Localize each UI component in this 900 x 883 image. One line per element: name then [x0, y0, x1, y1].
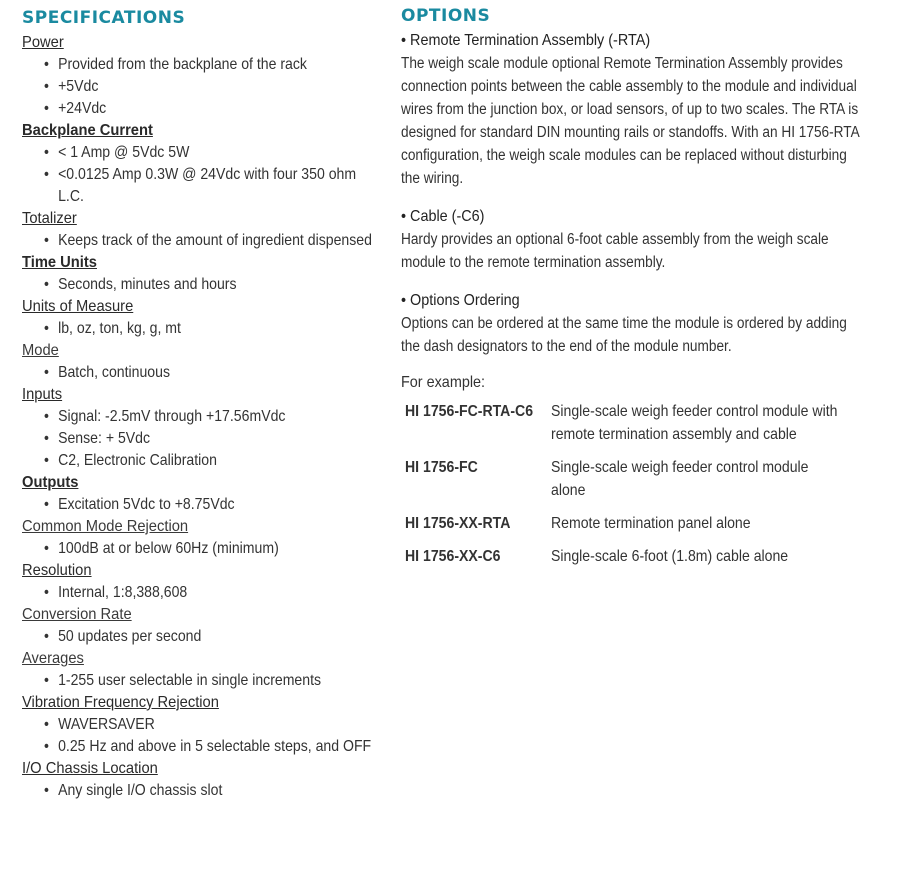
example-desc-cell	[551, 456, 881, 512]
example-code-cell	[405, 400, 551, 456]
spec-bullet-list	[22, 582, 382, 604]
example-desc-cell	[551, 400, 881, 456]
spec-bullet-text: 1-255 user selectable in single increments	[58, 672, 322, 689]
option-heading: • Remote Termination Assembly (-RTA)	[401, 32, 651, 49]
bullet-icon: •	[44, 430, 49, 447]
spec-heading: Resolution	[22, 562, 92, 579]
spec-bullet-text: <0.0125 Amp 0.3W @ 24Vdc with four 350 ohm L.C.	[58, 166, 357, 205]
bullet-icon: •	[44, 100, 49, 117]
example-row	[405, 545, 881, 578]
example-desc-cell	[551, 512, 881, 545]
spec-bullet-text: Excitation 5Vdc to +8.75Vdc	[58, 496, 235, 513]
spec-bullet-item	[44, 54, 341, 76]
spec-bullet-list	[22, 142, 382, 208]
bullet-icon: •	[44, 232, 49, 249]
spec-bullet-item	[44, 494, 341, 516]
specifications-title: SPECIFICATIONS	[22, 8, 186, 28]
options-title: OPTIONS	[401, 6, 491, 26]
spec-bullet-text: C2, Electronic Calibration	[58, 452, 217, 469]
spec-bullet-list	[22, 626, 382, 648]
options-column	[401, 6, 881, 578]
example-table	[405, 400, 881, 578]
spec-bullet-text: Signal: -2.5mV through +17.56mVdc	[58, 408, 286, 425]
example-row	[405, 400, 881, 456]
example-description: Single-scale 6-foot (1.8m) cable alone	[551, 548, 789, 565]
spec-bullet-text: 0.25 Hz and above in 5 selectable steps, and OFF	[58, 738, 372, 755]
spec-bullet-item	[44, 450, 341, 472]
example-row	[405, 456, 881, 512]
bullet-icon: •	[44, 738, 49, 755]
spec-bullet-item	[44, 98, 341, 120]
spec-bullet-text: 100dB at or below 60Hz (minimum)	[58, 540, 279, 557]
option-description: The weigh scale module optional Remote Termination Assembly provides connection points between the cable assembly to the module and individual wires from the junction box, or load sensors, of up to two scales. The RTA is designed for standard DIN mounting rails or standoffs. With an HI 1756-RTA configuration, the weigh scale modules can be replaced without disturbing the wiring.	[401, 55, 859, 187]
spec-bullet-text: WAVERSAVER	[58, 716, 155, 733]
spec-bullet-text: Seconds, minutes and hours	[58, 276, 237, 293]
bullet-icon: •	[44, 452, 49, 469]
spec-bullet-item	[44, 428, 341, 450]
spec-bullet-list	[22, 274, 382, 296]
spec-bullet-text: 50 updates per second	[58, 628, 202, 645]
spec-bullet-list	[22, 670, 382, 692]
spec-bullet-list	[22, 318, 382, 340]
example-code-cell	[405, 456, 551, 512]
option-heading: • Options Ordering	[401, 292, 520, 309]
specifications-column	[22, 8, 382, 802]
spec-bullet-item	[44, 318, 341, 340]
spec-bullet-item	[44, 362, 341, 384]
spec-heading: Time Units	[22, 254, 97, 271]
spec-bullet-list	[22, 406, 382, 472]
spec-heading: I/O Chassis Location	[22, 760, 158, 777]
spec-bullet-list	[22, 494, 382, 516]
spec-bullet-list	[22, 362, 382, 384]
spec-bullet-text: Batch, continuous	[58, 364, 171, 381]
example-description: Single-scale weigh feeder control module with remote termination assembly and cable	[551, 403, 838, 443]
example-code: HI 1756-XX-C6	[405, 548, 501, 565]
option-description: Options can be ordered at the same time the module is ordered by adding the dash designators to the end of the module number.	[401, 315, 847, 355]
bullet-icon: •	[44, 320, 49, 337]
spec-bullet-item	[44, 142, 341, 164]
bullet-icon: •	[44, 628, 49, 645]
spec-heading: Averages	[22, 650, 84, 667]
spec-bullet-item	[44, 164, 384, 208]
spec-bullet-text: < 1 Amp @ 5Vdc 5W	[58, 144, 190, 161]
example-description: Remote termination panel alone	[551, 515, 751, 532]
spec-bullet-text: lb, oz, ton, kg, g, mt	[58, 320, 181, 337]
bullet-icon: •	[44, 144, 49, 161]
spec-heading: Vibration Frequency Rejection	[22, 694, 219, 711]
spec-bullet-item	[44, 714, 341, 736]
bullet-icon: •	[44, 166, 49, 183]
bullet-icon: •	[44, 496, 49, 513]
example-code-cell	[405, 545, 551, 578]
spec-heading: Mode	[22, 342, 59, 359]
example-desc-cell	[551, 545, 881, 578]
spec-bullet-list	[22, 230, 382, 252]
bullet-icon: •	[44, 78, 49, 95]
option-heading: • Cable (-C6)	[401, 208, 485, 225]
spec-heading: Power	[22, 34, 64, 51]
bullet-icon: •	[44, 584, 49, 601]
spec-bullet-text: +24Vdc	[58, 100, 107, 117]
spec-bullet-item	[44, 736, 384, 758]
example-label: For example:	[401, 374, 486, 391]
bullet-icon: •	[44, 716, 49, 733]
option-description: Hardy provides an optional 6-foot cable assembly from the weigh scale module to the remote termination assembly.	[401, 231, 829, 271]
example-code: HI 1756-FC	[405, 459, 478, 476]
bullet-icon: •	[44, 364, 49, 381]
spec-bullet-text: Provided from the backplane of the rack	[58, 56, 307, 73]
spec-heading: Inputs	[22, 386, 63, 403]
spec-heading: Units of Measure	[22, 298, 134, 315]
example-code: HI 1756-XX-RTA	[405, 515, 511, 532]
bullet-icon: •	[44, 540, 49, 557]
example-row	[405, 512, 881, 545]
options-blocks	[401, 30, 881, 358]
spec-bullet-item	[44, 582, 341, 604]
spec-bullet-text: Any single I/O chassis slot	[58, 782, 223, 799]
specifications-list	[22, 32, 382, 802]
bullet-icon: •	[44, 672, 49, 689]
spec-bullet-item	[44, 780, 341, 802]
spec-bullet-item	[44, 538, 341, 560]
spec-bullet-item	[44, 626, 341, 648]
example-code-cell	[405, 512, 551, 545]
spec-bullet-item	[44, 76, 341, 98]
example-code: HI 1756-FC-RTA-C6	[405, 403, 534, 420]
spec-heading: Outputs	[22, 474, 79, 491]
spec-bullet-item	[44, 670, 341, 692]
bullet-icon: •	[44, 782, 49, 799]
spec-bullet-list	[22, 780, 382, 802]
spec-bullet-text: +5Vdc	[58, 78, 99, 95]
bullet-icon: •	[44, 276, 49, 293]
spec-bullet-text: Keeps track of the amount of ingredient dispensed	[58, 232, 372, 249]
spec-heading: Totalizer	[22, 210, 77, 227]
spec-bullet-item	[44, 274, 341, 296]
spec-bullet-text: Internal, 1:8,388,608	[58, 584, 188, 601]
spec-heading: Backplane Current	[22, 122, 153, 139]
spec-heading: Common Mode Rejection	[22, 518, 189, 535]
spec-bullet-item	[44, 230, 384, 252]
spec-bullet-text: Sense: + 5Vdc	[58, 430, 151, 447]
spec-bullet-list	[22, 54, 382, 120]
spec-bullet-list	[22, 538, 382, 560]
spec-bullet-list	[22, 714, 382, 758]
bullet-icon: •	[44, 408, 49, 425]
example-description: Single-scale weigh feeder control module alone	[551, 459, 809, 499]
bullet-icon: •	[44, 56, 49, 73]
spec-bullet-item	[44, 406, 341, 428]
spec-heading: Conversion Rate	[22, 606, 132, 623]
